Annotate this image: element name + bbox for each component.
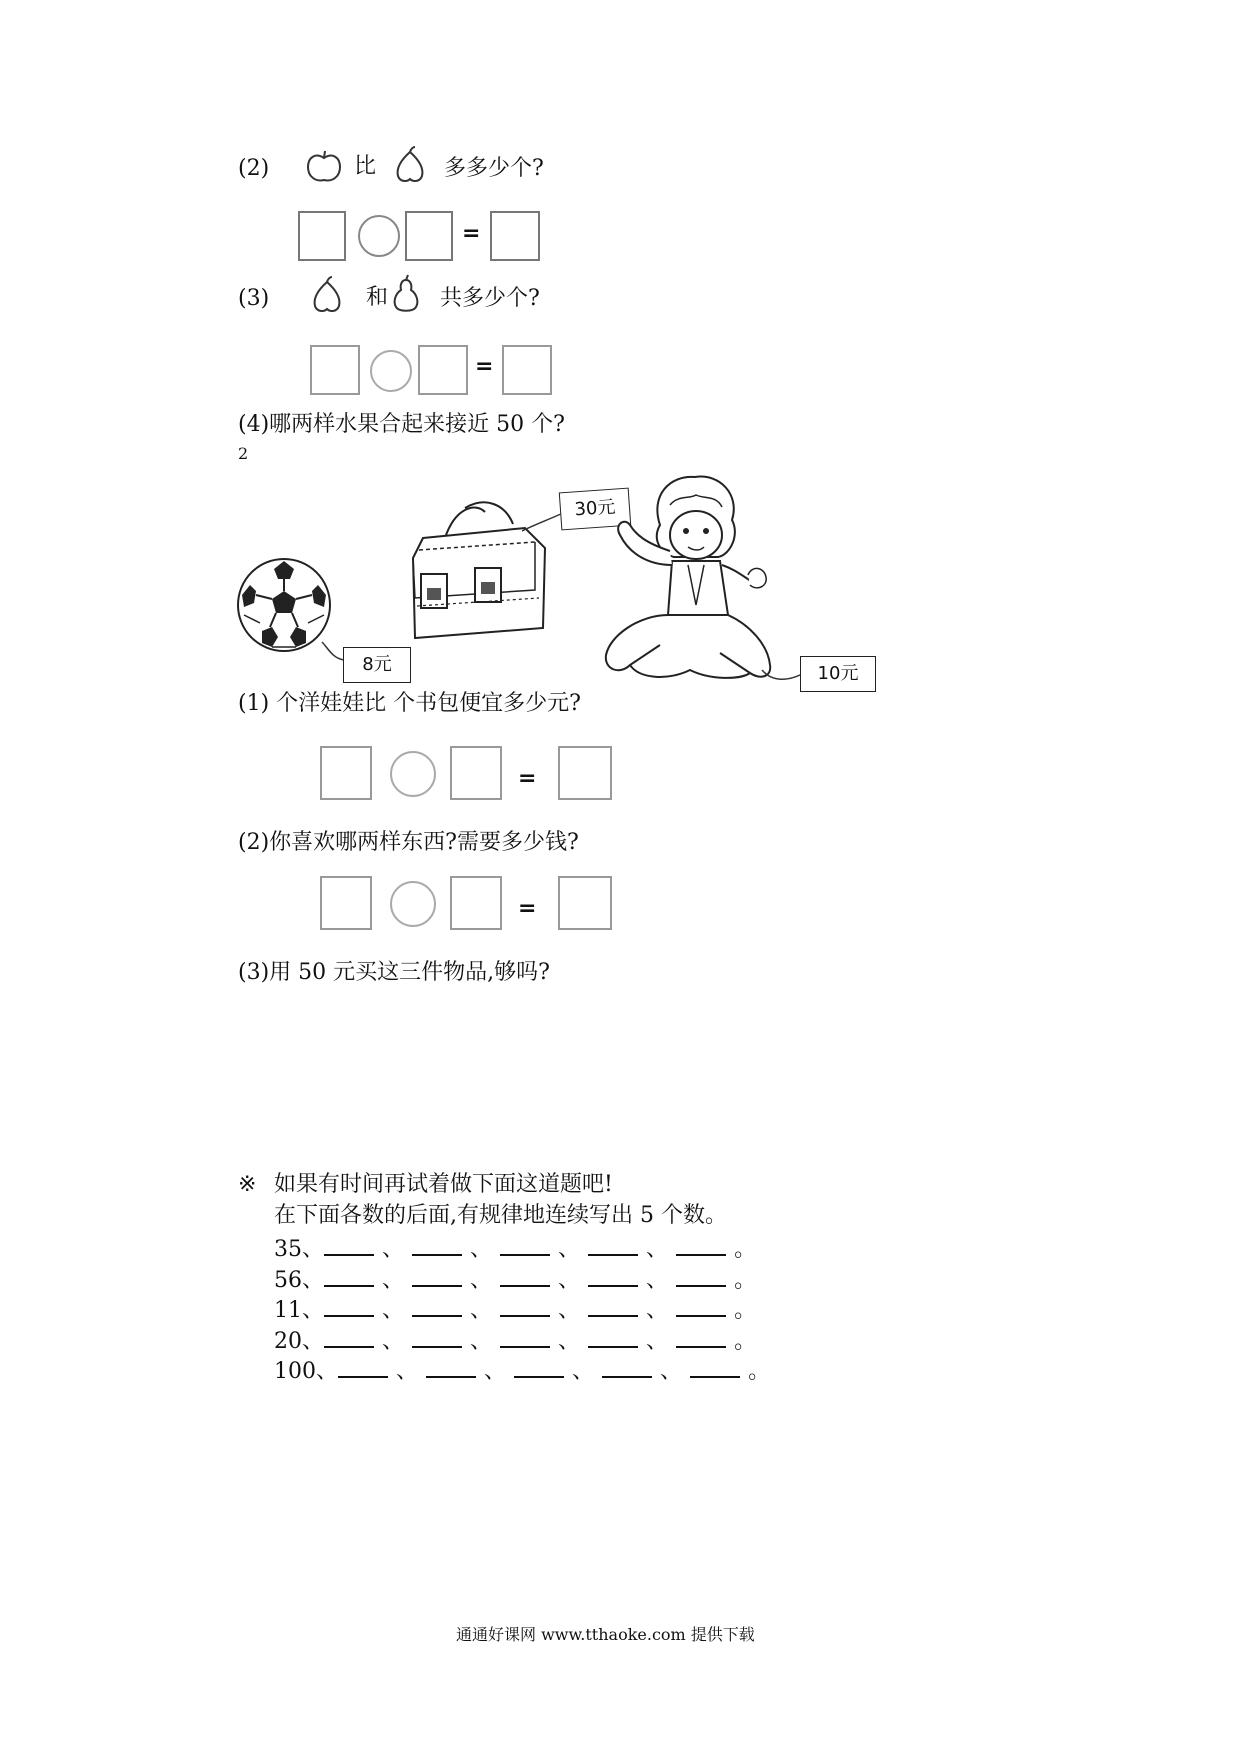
sequence-separator: 、 — [470, 1267, 493, 1293]
answer-box[interactable] — [450, 876, 502, 930]
sequence-end: 。 — [748, 1359, 771, 1384]
q2-label: (2) — [238, 156, 270, 181]
peach-icon — [393, 146, 427, 184]
sequence-separator: 、 — [558, 1237, 581, 1262]
q2-than: 比 — [354, 154, 377, 179]
sequence-separator: 、 — [470, 1237, 493, 1262]
q3-and: 和 — [366, 285, 389, 310]
sequence-blank[interactable] — [588, 1267, 638, 1287]
sequence-separator: 、 — [646, 1237, 669, 1262]
sequence-blank[interactable] — [500, 1297, 550, 1317]
q2-text: 多多少个? — [444, 156, 544, 181]
answer-box[interactable] — [320, 876, 372, 930]
sequence-row — [274, 1236, 764, 1263]
sequence-separator: 、 — [382, 1237, 405, 1262]
cut-marker: 2 — [238, 444, 249, 463]
sequence-blank[interactable] — [426, 1358, 476, 1378]
answer-box[interactable] — [558, 746, 612, 800]
sequence-blank[interactable] — [412, 1267, 462, 1287]
sequence-blank[interactable] — [676, 1297, 726, 1317]
sequence-separator: 、 — [646, 1267, 669, 1293]
bonus-instruction: 在下面各数的后面,有规律地连续写出 5 个数。 — [274, 1203, 727, 1228]
sequence-blank[interactable] — [324, 1297, 374, 1317]
answer-box[interactable] — [490, 211, 540, 261]
sequence-separator: 、 — [646, 1328, 669, 1354]
sequence-blank[interactable] — [412, 1297, 462, 1317]
doll-price-tag — [800, 656, 876, 692]
sequence-separator: 、 — [382, 1298, 405, 1323]
sequence-blank[interactable] — [500, 1267, 550, 1287]
sequence-start: 11、 — [274, 1298, 324, 1323]
sequence-blank[interactable] — [324, 1328, 374, 1348]
pear-icon — [390, 274, 422, 314]
answer-box[interactable] — [310, 345, 360, 395]
answer-box[interactable] — [502, 345, 552, 395]
sequence-start: 20、 — [274, 1328, 324, 1354]
sequence-blank[interactable] — [324, 1267, 374, 1287]
sequence-separator: 、 — [646, 1298, 669, 1323]
answer-box[interactable] — [405, 211, 453, 261]
answer-box[interactable] — [320, 746, 372, 800]
sequence-separator: 、 — [382, 1267, 405, 1293]
sequence-end: 。 — [734, 1267, 757, 1293]
sequence-blank[interactable] — [676, 1328, 726, 1348]
sequence-blank[interactable] — [676, 1267, 726, 1287]
sequence-blank[interactable] — [412, 1328, 462, 1348]
price-bag: 30元 — [573, 496, 617, 521]
equals-sign: = — [518, 766, 537, 791]
sequence-start: 35、 — [274, 1237, 324, 1262]
sequence-separator: 、 — [572, 1359, 595, 1384]
q4-text: (4)哪两样水果合起来接近 50 个? — [238, 412, 565, 437]
sequence-blank[interactable] — [676, 1236, 726, 1256]
operator-circle[interactable] — [358, 215, 400, 257]
sequence-start: 100、 — [274, 1359, 338, 1384]
sequence-row — [274, 1297, 764, 1324]
operator-circle[interactable] — [390, 751, 436, 797]
sequence-blank[interactable] — [412, 1236, 462, 1256]
sequence-separator: 、 — [396, 1359, 419, 1384]
equals-sign: = — [518, 896, 537, 921]
cut-question-text: (1) 个洋娃娃比 个书包便宜多少元? — [238, 691, 581, 716]
sequence-blank[interactable] — [514, 1358, 564, 1378]
equals-sign: = — [475, 354, 494, 379]
sequence-separator: 、 — [484, 1359, 507, 1384]
sequence-end: 。 — [734, 1298, 757, 1323]
sequence-separator: 、 — [558, 1267, 581, 1293]
bonus-symbol: ※ — [238, 1172, 257, 1197]
sequence-blank[interactable] — [588, 1236, 638, 1256]
footer-text: 通通好课网 www.tthaoke.com 提供下载 — [456, 1625, 755, 1644]
q3-text: 共多少个? — [440, 286, 540, 311]
sequence-blank[interactable] — [338, 1358, 388, 1378]
string-icon — [520, 505, 565, 535]
sequence-blank[interactable] — [588, 1328, 638, 1348]
apple-icon — [305, 150, 343, 184]
soccer-ball-icon — [234, 555, 334, 655]
answer-box[interactable] — [450, 746, 502, 800]
sequence-blank[interactable] — [588, 1297, 638, 1317]
price-doll: 10元 — [817, 663, 859, 684]
sequence-separator: 、 — [558, 1328, 581, 1354]
sequence-blank[interactable] — [690, 1358, 740, 1378]
sequence-separator: 、 — [470, 1328, 493, 1354]
sequence-row — [274, 1358, 778, 1385]
operator-circle[interactable] — [390, 881, 436, 927]
sequence-row — [274, 1267, 764, 1294]
sequence-end: 。 — [734, 1328, 757, 1354]
ball-price-tag — [343, 647, 411, 683]
sequence-row — [274, 1328, 764, 1355]
sequence-blank[interactable] — [500, 1236, 550, 1256]
sequence-separator: 、 — [470, 1298, 493, 1323]
sequence-blank[interactable] — [500, 1328, 550, 1348]
operator-circle[interactable] — [370, 350, 412, 392]
answer-box[interactable] — [418, 345, 468, 395]
sequence-blank[interactable] — [324, 1236, 374, 1256]
answer-box[interactable] — [558, 876, 612, 930]
p3-text: (3)用 50 元买这三件物品,够吗? — [238, 960, 550, 985]
equals-sign: = — [462, 221, 481, 246]
sequence-end: 。 — [734, 1237, 757, 1262]
sequence-separator: 、 — [660, 1359, 683, 1384]
price-ball: 8元 — [362, 654, 392, 675]
peach-icon — [310, 276, 344, 314]
sequence-separator: 、 — [382, 1328, 405, 1354]
sequence-separator: 、 — [558, 1298, 581, 1323]
p2-text: (2)你喜欢哪两样东西?需要多少钱? — [238, 830, 579, 855]
bonus-intro: 如果有时间再试着做下面这道题吧! — [274, 1172, 613, 1197]
sequence-start: 56、 — [274, 1267, 324, 1293]
cut-question — [238, 691, 581, 717]
answer-box[interactable] — [298, 211, 346, 261]
sequence-blank[interactable] — [602, 1358, 652, 1378]
q3-label: (3) — [238, 286, 270, 311]
